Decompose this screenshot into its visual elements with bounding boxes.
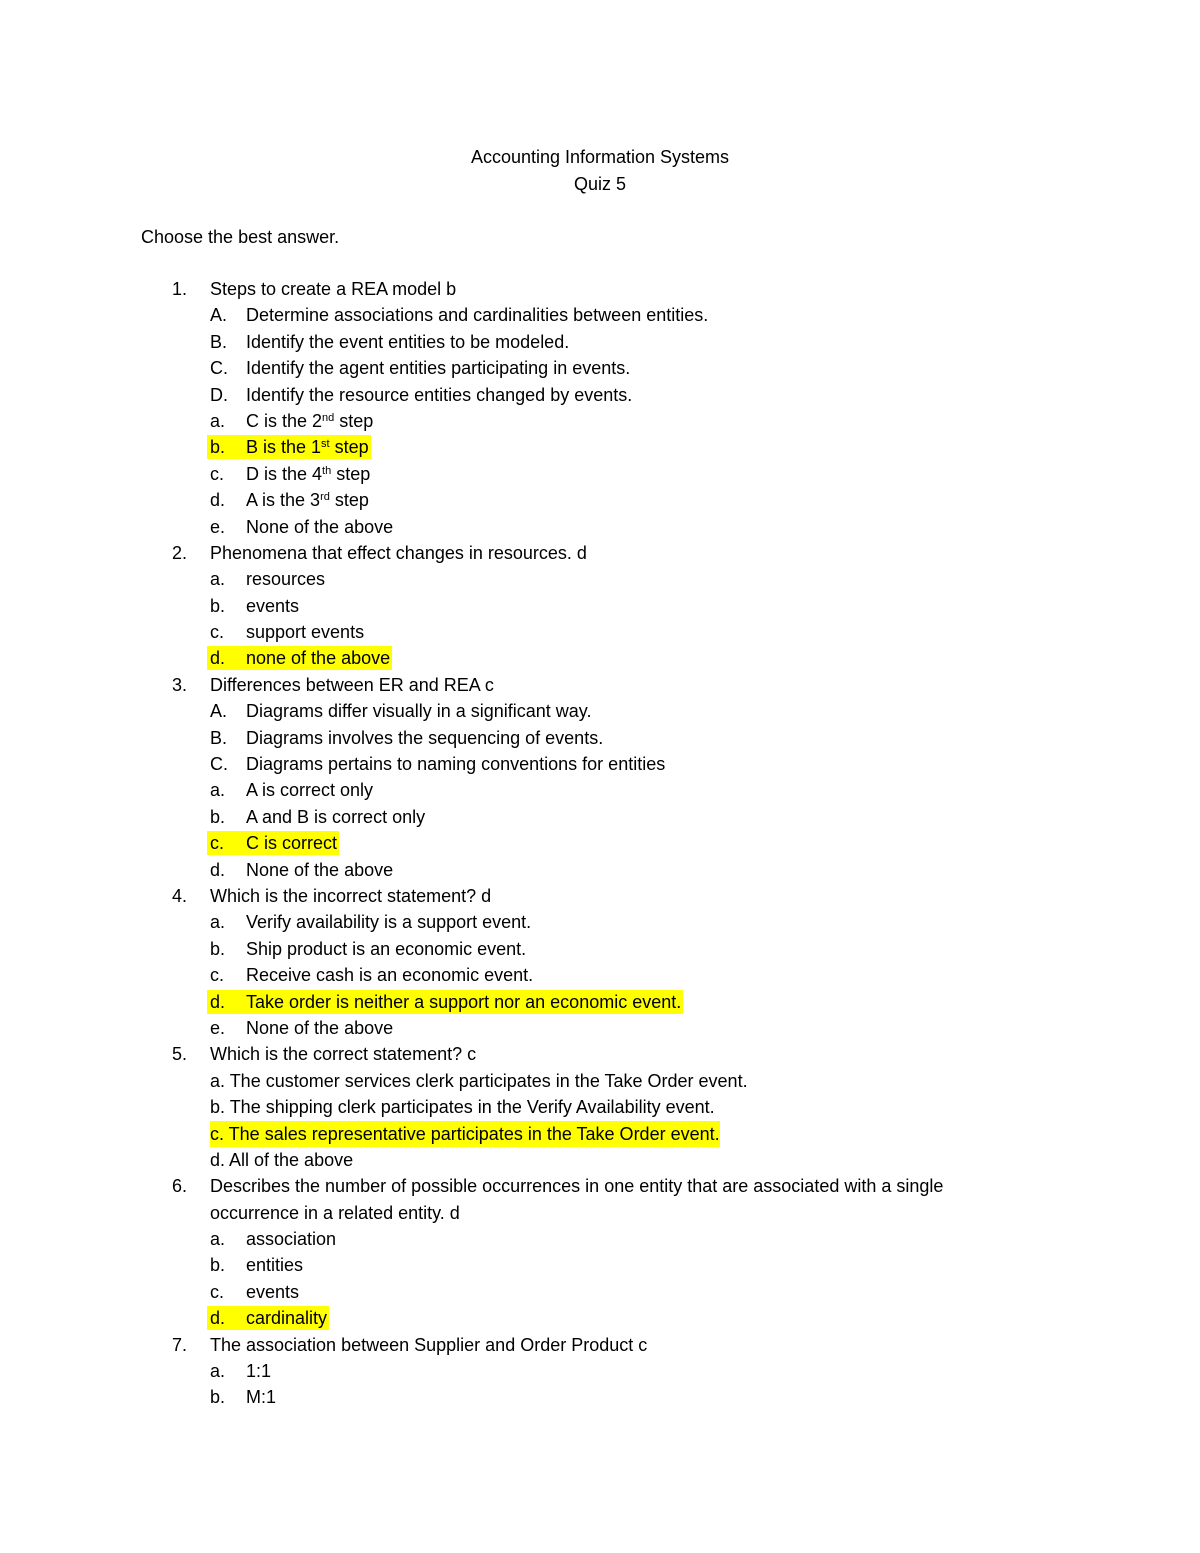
answer-option	[0, 936, 1200, 962]
answer-option	[0, 593, 1200, 619]
answer-option-highlighted	[0, 1121, 1200, 1147]
option-text-main: resources	[246, 569, 326, 590]
question-text: occurrence in a related entity. d	[210, 1202, 460, 1223]
option-text-main: Verify availability is a support event.	[246, 912, 532, 933]
answer-option	[0, 566, 1200, 592]
option-letter: B.	[210, 331, 228, 352]
option-letter: c.	[210, 965, 225, 986]
option-text-main: Determine associations and cardinalities between entities.	[246, 305, 709, 326]
answer-option	[0, 1015, 1200, 1041]
option-text	[246, 461, 370, 487]
answer-option-highlighted	[0, 434, 1200, 460]
option-letter: B.	[210, 727, 228, 748]
option-text-main: Receive cash is an economic event.	[246, 965, 534, 986]
option-text	[246, 751, 665, 777]
option-letter: c.	[210, 463, 225, 484]
question-stem	[0, 1173, 1200, 1199]
answer-option	[0, 408, 1200, 434]
option-text-end: step	[331, 463, 371, 484]
question-list	[0, 276, 1200, 1411]
option-text	[246, 725, 603, 751]
option-text-main: C is correct	[246, 833, 338, 854]
answer-option	[0, 909, 1200, 935]
option-text-end: step	[334, 410, 374, 431]
option-letter: d.	[210, 1308, 226, 1329]
answer-option	[0, 329, 1200, 355]
option-ordinal-suffix: nd	[322, 411, 335, 424]
option-text	[246, 382, 632, 408]
question-stem	[0, 1332, 1200, 1358]
answer-option-highlighted	[0, 989, 1200, 1015]
option-letter: d.	[210, 859, 226, 880]
option-text	[246, 619, 364, 645]
option-letter: b.	[210, 1255, 226, 1276]
question-text: Which is the correct statement? c	[210, 1044, 477, 1065]
answer-option	[0, 698, 1200, 724]
option-text: d. All of the above	[210, 1149, 354, 1170]
option-ordinal-suffix: rd	[320, 491, 330, 504]
option-text-end: step	[329, 437, 369, 458]
option-text-main: events	[246, 1281, 300, 1302]
question-number: 2.	[172, 542, 188, 563]
option-text	[246, 989, 681, 1015]
question-text: Describes the number of possible occurrences in one entity that are associated with a single	[210, 1176, 944, 1197]
question-number: 7.	[172, 1334, 188, 1355]
option-letter: b.	[210, 938, 226, 959]
option-letter: a.	[210, 780, 226, 801]
option-text-main: Ship product is an economic event.	[246, 938, 527, 959]
option-letter: b.	[210, 806, 226, 827]
option-text-main: entities	[246, 1255, 304, 1276]
option-text	[246, 487, 369, 513]
option-text	[246, 777, 373, 803]
question-text: Which is the incorrect statement? d	[210, 885, 492, 906]
question-number: 3.	[172, 674, 188, 695]
question-text: Steps to create a REA model b	[210, 279, 457, 299]
option-text-main: Identify the resource entities changed by events.	[246, 384, 633, 405]
option-text	[246, 698, 591, 724]
answer-option	[0, 487, 1200, 513]
answer-option	[0, 777, 1200, 803]
option-text	[246, 593, 299, 619]
option-text	[246, 830, 337, 856]
option-letter: C.	[210, 754, 228, 775]
question-text: Phenomena that effect changes in resources. d	[210, 542, 587, 563]
option-text-main: association	[246, 1229, 337, 1250]
option-text-main: 1:1	[246, 1361, 272, 1382]
answer-option	[0, 857, 1200, 883]
question-number: 6.	[172, 1176, 188, 1197]
option-text	[246, 434, 369, 460]
option-text	[246, 857, 393, 883]
question-stem	[0, 672, 1200, 698]
option-ordinal-suffix: st	[321, 438, 330, 451]
answer-option	[0, 355, 1200, 381]
option-letter: d.	[210, 648, 226, 669]
option-text	[246, 1226, 336, 1252]
answer-option	[0, 962, 1200, 988]
answer-option	[0, 1358, 1200, 1384]
option-letter: c.	[210, 622, 225, 643]
option-text-main: C is the 2	[246, 410, 323, 431]
option-letter: c.	[210, 833, 225, 854]
question-number: 1.	[172, 279, 188, 299]
option-text	[246, 804, 425, 830]
option-text-main: M:1	[246, 1387, 277, 1408]
option-letter: b.	[210, 1387, 226, 1408]
option-letter: A.	[210, 305, 228, 326]
option-text-main: None of the above	[246, 859, 394, 880]
question-stem	[0, 276, 1200, 302]
option-text-main: support events	[246, 622, 365, 643]
option-letter: e.	[210, 1017, 226, 1038]
option-text-main: A is correct only	[246, 780, 374, 801]
option-text	[246, 962, 533, 988]
question-text: The association between Supplier and Order Product c	[210, 1334, 648, 1355]
option-text	[246, 566, 325, 592]
answer-option-highlighted	[0, 830, 1200, 856]
option-ordinal-suffix: th	[322, 464, 332, 477]
option-text-main: Identify the event entities to be modeled.	[246, 331, 570, 352]
option-text	[246, 909, 531, 935]
answer-option	[0, 1147, 1200, 1173]
answer-option	[0, 1226, 1200, 1252]
answer-option	[0, 804, 1200, 830]
option-text-main: B is the 1	[246, 437, 322, 458]
option-letter: c.	[210, 1281, 225, 1302]
question-stem	[0, 883, 1200, 909]
option-letter: e.	[210, 516, 226, 537]
option-text-main: None of the above	[246, 516, 394, 537]
answer-option	[0, 1384, 1200, 1410]
option-letter: b.	[210, 595, 226, 616]
answer-option	[0, 725, 1200, 751]
option-letter: a.	[210, 912, 226, 933]
option-text-main: Diagrams differ visually in a significant way.	[246, 701, 592, 722]
option-text	[246, 645, 390, 671]
option-text: a. The customer services clerk participates in the Take Order event.	[210, 1070, 748, 1091]
question-stem	[0, 1041, 1200, 1067]
option-text	[246, 1279, 299, 1305]
option-text-main: events	[246, 595, 300, 616]
option-letter: b.	[210, 437, 226, 458]
option-letter: d.	[210, 490, 226, 511]
option-text: b. The shipping clerk participates in the Verify Availability event.	[210, 1097, 715, 1118]
answer-option	[0, 1252, 1200, 1278]
option-letter: a.	[210, 1361, 226, 1382]
question-text: Differences between ER and REA c	[210, 674, 494, 695]
option-letter: D.	[210, 384, 228, 405]
answer-option	[0, 302, 1200, 328]
answer-option	[0, 619, 1200, 645]
option-text	[246, 355, 630, 381]
document-subtitle: Quiz 5	[573, 174, 627, 194]
answer-option	[0, 1068, 1200, 1094]
answer-option	[0, 751, 1200, 777]
option-text-main: Identify the agent entities participating in events.	[246, 358, 631, 379]
option-letter: a.	[210, 569, 226, 590]
question-stem-continued	[0, 1200, 1200, 1226]
option-text	[246, 936, 526, 962]
option-text	[246, 329, 569, 355]
answer-option	[0, 382, 1200, 408]
question-stem	[0, 540, 1200, 566]
option-letter: a.	[210, 1229, 226, 1250]
option-text	[246, 1252, 303, 1278]
option-text-main: None of the above	[246, 1017, 394, 1038]
option-text: c. The sales representative participates in the Take Order event.	[210, 1121, 720, 1147]
option-text	[246, 1358, 271, 1384]
option-letter: C.	[210, 358, 228, 379]
option-text	[246, 514, 393, 540]
option-text-main: A is the 3	[246, 490, 321, 511]
option-text-main: D is the 4	[246, 463, 323, 484]
option-text	[246, 302, 708, 328]
answer-option-highlighted	[0, 645, 1200, 671]
option-text-end: step	[329, 490, 369, 511]
answer-option	[0, 1094, 1200, 1120]
question-number: 5.	[172, 1044, 188, 1065]
option-text-main: Diagrams involves the sequencing of events.	[246, 727, 604, 748]
option-text-main: Diagrams pertains to naming conventions for entities	[246, 754, 666, 775]
document-title: Accounting Information Systems	[470, 147, 730, 167]
answer-option	[0, 461, 1200, 487]
option-letter: a.	[210, 410, 226, 431]
answer-option	[0, 1279, 1200, 1305]
option-text	[246, 1015, 393, 1041]
option-text	[246, 1384, 276, 1410]
option-text	[246, 1305, 327, 1331]
answer-option	[0, 514, 1200, 540]
option-text-main: Take order is neither a support nor an economic event.	[246, 991, 682, 1012]
option-text	[246, 408, 373, 434]
option-text-main: A and B is correct only	[246, 806, 426, 827]
option-letter: A.	[210, 701, 228, 722]
instruction-text: Choose the best answer.	[141, 227, 340, 247]
option-text-main: cardinality	[246, 1308, 328, 1329]
question-number: 4.	[172, 885, 188, 906]
option-text-main: none of the above	[246, 648, 391, 669]
option-letter: d.	[210, 991, 226, 1012]
answer-option-highlighted	[0, 1305, 1200, 1331]
